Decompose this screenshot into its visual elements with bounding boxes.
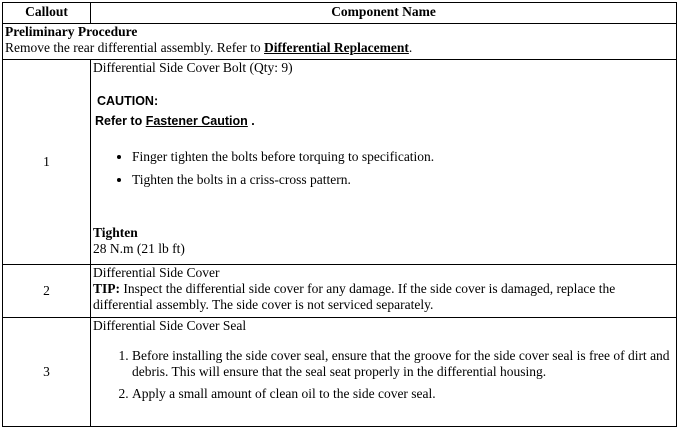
table-header-row xyxy=(3,3,677,24)
tip-note xyxy=(93,281,674,313)
procedure-table xyxy=(2,2,677,427)
list-item: 2. Apply a small amount of clean oil to the side cover seal. xyxy=(132,386,674,402)
fastener-caution-link[interactable]: Fastener Caution xyxy=(145,114,248,128)
seal-steps-list xyxy=(93,348,674,402)
bolt-instructions-list xyxy=(93,149,674,188)
caution-label: CAUTION: xyxy=(97,94,159,108)
preliminary-text-before: Remove the rear differential assembly. Refer to xyxy=(5,40,265,55)
component-cell xyxy=(91,265,677,318)
tip-text: Inspect the differential side cover for any damage. If the side cover is damaged, replace the differential assembly. The side cover is not serviced separately. xyxy=(93,281,616,312)
preliminary-procedure-text xyxy=(5,40,674,56)
refer-to-text: Refer to xyxy=(95,114,146,128)
tighten-label: Tighten xyxy=(93,225,138,240)
refer-after-text: . xyxy=(247,114,255,128)
caution-reference xyxy=(93,113,674,129)
component-cell xyxy=(91,60,677,265)
list-item: • Finger tighten the bolts before torquing to specification. xyxy=(132,149,674,165)
table-row xyxy=(3,265,677,318)
table-row xyxy=(3,318,677,427)
preliminary-text-after: . xyxy=(408,40,413,55)
list-item: 1. Before installing the side cover seal, ensure that the groove for the side cover seal is free of dirt and debris. This will ensure that the seal seat properly in the differential housing. xyxy=(132,348,674,380)
component-cell xyxy=(91,318,677,427)
header-component-name: Component Name xyxy=(91,3,677,24)
differential-replacement-link[interactable]: Differential Replacement xyxy=(264,40,409,55)
callout-cell: 1 xyxy=(3,60,91,265)
list-item: • Tighten the bolts in a criss-cross pattern. xyxy=(132,172,674,188)
component-name: Differential Side Cover Bolt (Qty: 9) xyxy=(93,60,293,75)
tip-label: TIP: xyxy=(93,281,120,296)
torque-spec: 28 N.m (21 lb ft) xyxy=(93,241,185,256)
preliminary-procedure-row xyxy=(3,24,677,60)
preliminary-procedure-title: Preliminary Procedure xyxy=(5,24,138,39)
component-name: Differential Side Cover Seal xyxy=(93,318,247,333)
preliminary-procedure-cell xyxy=(3,24,677,60)
table-row xyxy=(3,60,677,265)
callout-cell: 2 xyxy=(3,265,91,318)
callout-cell: 3 xyxy=(3,318,91,427)
component-name: Differential Side Cover xyxy=(93,265,220,280)
header-callout: Callout xyxy=(3,3,91,24)
